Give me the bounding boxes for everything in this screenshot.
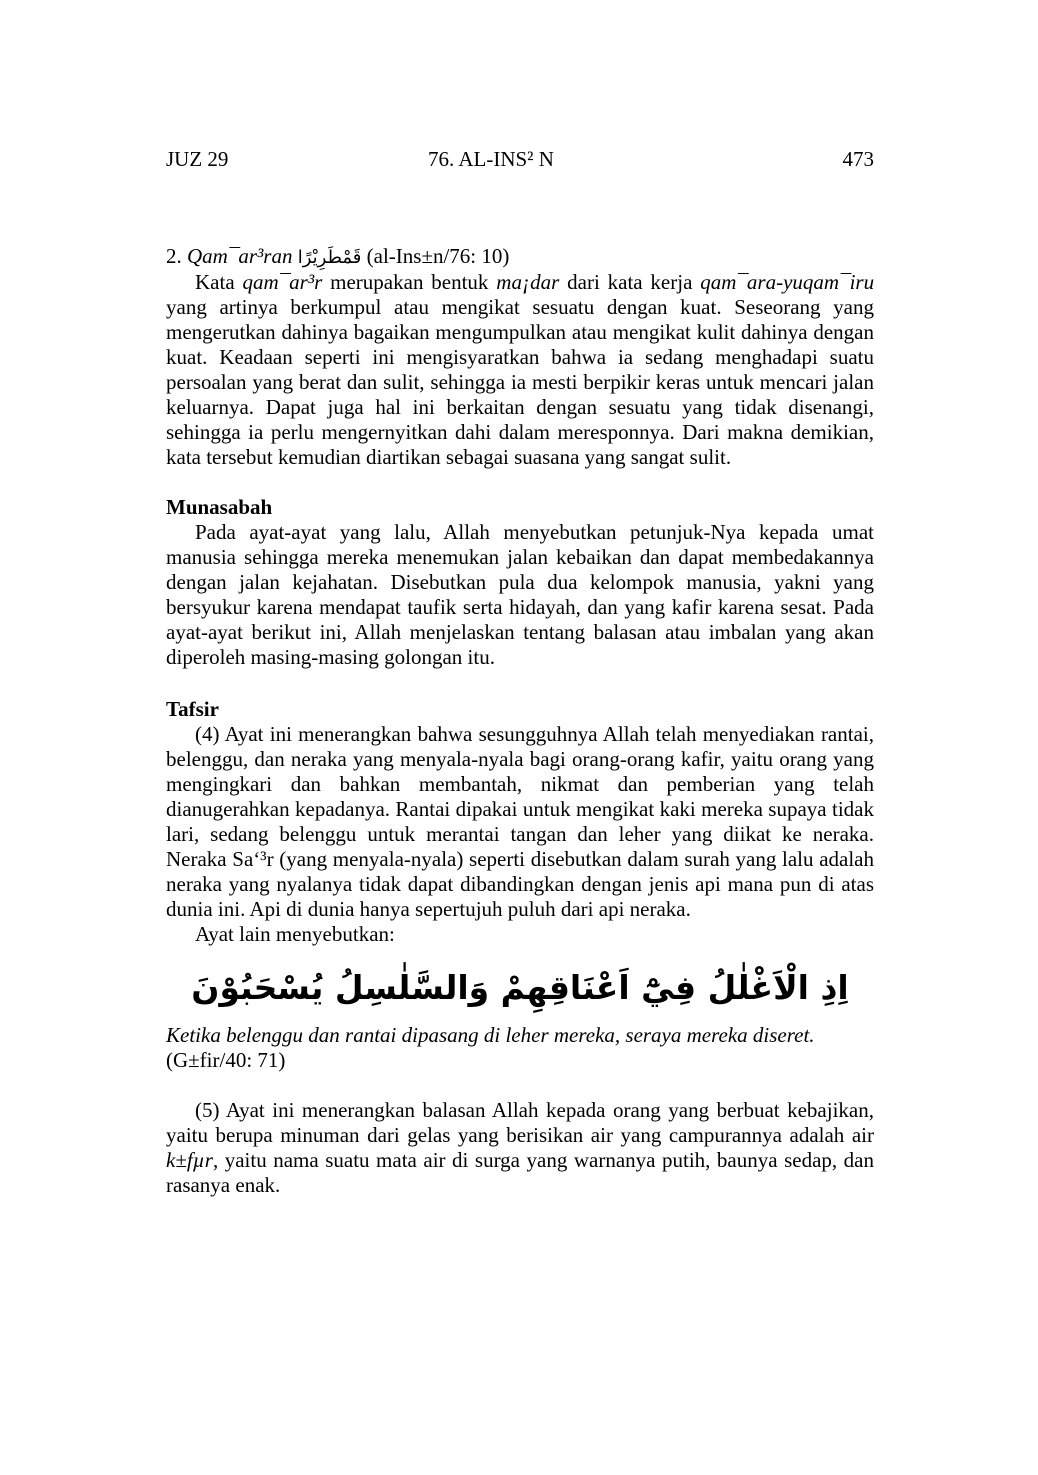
page-body <box>166 244 874 1198</box>
p5-kafur: k±fµr <box>166 1148 213 1172</box>
juz-label: JUZ 29 <box>166 147 229 171</box>
running-header <box>166 146 874 176</box>
vocab-term: Qam¯ar³ran <box>187 244 293 268</box>
vocab-p-masdar: ma¡dar <box>496 270 560 294</box>
tafsir-heading: Tafsir <box>166 697 219 721</box>
vocab-p-text3: yang artinya berkumpul atau mengikat sesuatu dengan kuat. Seseorang yang mengerutkan dahinya bagaikan mengumpulkan atau mengikat kulit dahinya dengan kuat. Keadaan seperti ini mengisyaratkan bahwa ia sedang menghadapi suatu persoalan yang berat dan sulit, sehingga ia mesti berpikir keras untuk mencari jalan keluarnya. Dapat juga hal ini berkaitan dengan sesuatu yang tidak disenangi, sehingga ia perlu mengernyitkan dahi dalam meresponnya. Dari makna demikian, kata tersebut kemudian diartikan sebagai suasana yang sangat sulit. <box>166 295 874 469</box>
ayat-lain-line: Ayat lain menyebutkan: <box>195 922 395 946</box>
tafsir-paragraph-4: (4) Ayat ini menerangkan bahwa sesungguhnya Allah telah menyediakan rantai, belenggu, dan neraka yang menyala-nyala bagi orang-orang kafir, yaitu orang yang mengingkari dan bahkan membantah, nikmat dan pemberian yang telah dianugerahkan kepadanya. Rantai dipakai untuk mengikat kaki mereka supaya tidak lari, sedang belenggu untuk merantai tangan dan leher yang diikat ke neraka. Neraka Sa‘³r (yang menyala-nyala) seperti disebutkan dalam surah yang lalu adalah neraka yang nyalanya tidak dapat dibandingkan dengan jenis api mana pun di atas dunia ini. Api di dunia hanya sepertujuh puluh dari api neraka. <box>166 722 874 921</box>
vocab-p-term: qam¯ar³r <box>242 270 323 294</box>
quran-verse-arabic: اِذِ الْاَغْلٰلُ فِيْٓ اَعْنَاقِهِمْ وَالسَّلٰسِلُ يُسْحَبُوْنَ <box>191 968 849 1007</box>
vocab-arabic: قَمْطَرِيْرًا <box>297 247 362 268</box>
tafsir-paragraph-5 <box>166 1098 874 1198</box>
verse-reference: (G±fir/40: 71) <box>166 1048 286 1072</box>
page-number: 473 <box>842 147 874 171</box>
vocab-p-text1: merupakan bentuk <box>330 270 489 294</box>
verse-translation: Ketika belenggu dan rantai dipasang di leher mereka, seraya mereka diseret. <box>166 1023 815 1047</box>
vocab-p-verb: qam¯ara-yuqam¯iru <box>700 270 875 294</box>
munasabah-heading: Munasabah <box>166 495 273 519</box>
munasabah-paragraph: Pada ayat-ayat yang lalu, Allah menyebutkan petunjuk-Nya kepada umat manusia sehingga mereka menemukan jalan kebaikan dan dapat membedakannya dengan jalan kejahatan. Disebutkan pula dua kelompok manusia, yakni yang bersyukur karena mendapat taufik serta hidayah, dan yang kafir karena sesat. Pada ayat-ayat berikut ini, Allah menjelaskan tentang balasan atau imbalan yang akan diperoleh masing-masing golongan itu. <box>166 520 874 669</box>
vocab-p-text2: dari kata kerja <box>567 270 693 294</box>
vocab-p-kata: Kata <box>195 270 235 294</box>
vocab-heading <box>166 244 874 270</box>
vocab-paragraph <box>166 270 874 470</box>
vocab-number: 2. <box>166 244 182 268</box>
p5-text-b: , yaitu nama suatu mata air di surga yang warnanya putih, baunya sedap, dan rasanya enak. <box>166 1148 874 1197</box>
verse-translation-block <box>166 1023 874 1073</box>
surah-title: 76. AL-INS² N <box>428 147 554 171</box>
p5-text-a: (5) Ayat ini menerangkan balasan Allah kepada orang yang berbuat kebajikan, yaitu berupa minuman dari gelas yang berisikan air yang campurannya adalah air <box>166 1098 874 1147</box>
vocab-reference: (al-Ins±n/76: 10) <box>366 244 510 268</box>
